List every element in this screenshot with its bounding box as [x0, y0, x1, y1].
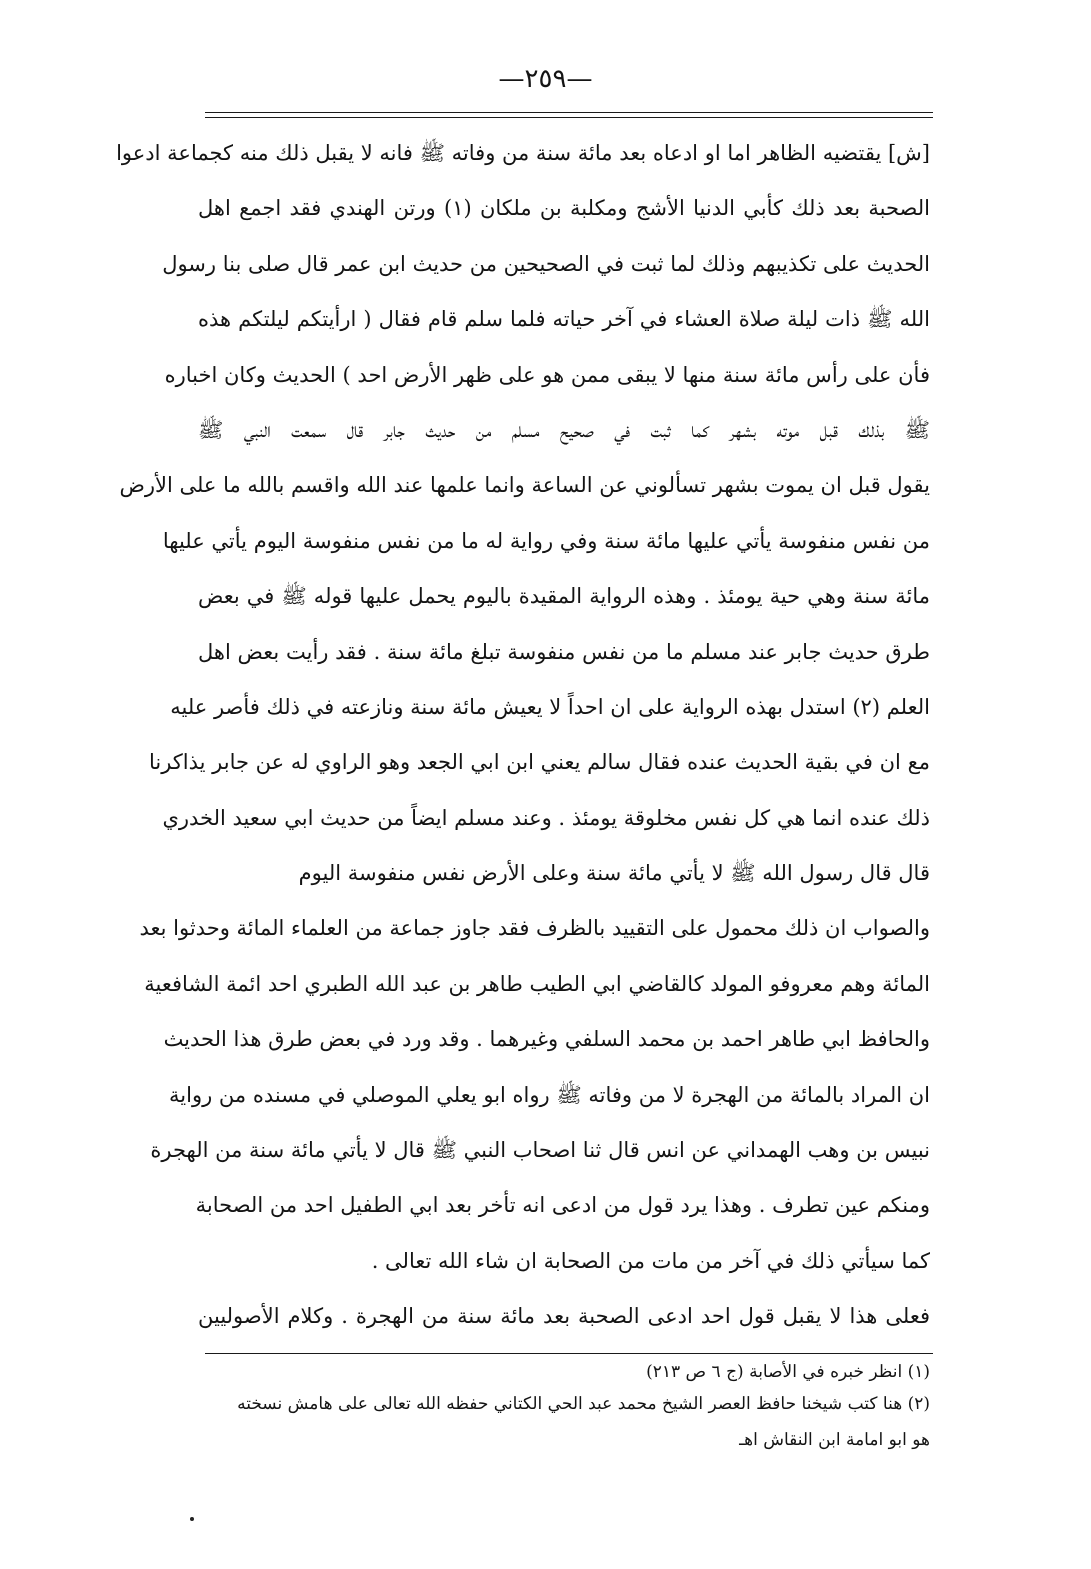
footnote-2: (٢) هنا كتب شيخنا حافظ العصر الشيخ محمد عبد الحي الكتاني حفظه الله تعالى على هامش نسخته [237, 1394, 930, 1414]
footnotes-block [198, 1356, 930, 1456]
text-line: ذلك عنده انما هي كل نفس مخلوقة يومئذ . وعند مسلم ايضاً من حديث ابي سعيد الخدري [162, 805, 930, 830]
text-line: مع ان في بقية الحديث عنده فقال سالم يعني ابن ابي الجعد وهو الراوي له عن جابر يذاكرنا [148, 750, 930, 775]
text-line: فأن على رأس مائة سنة منها لا يبقى ممن هو على ظهر الأرض احد ) الحديث وكان اخباره [164, 362, 930, 387]
text-line: فعلى هذا لا يقبل قول احد ادعى الصحبة بعد مائة سنة من الهجرة . وكلام الأصوليين [198, 1304, 930, 1329]
text-line: [ش] يقتضيه الظاهر اما او ادعاه بعد مائة سنة من وفاته ﷺ فانه لا يقبل ذلك منه كجماعة ادعوا [116, 141, 930, 165]
main-text-block [116, 126, 930, 1345]
text-line: قال قال رسول الله ﷺ لا يأتي مائة سنة وعلى الأرض نفس منفوسة اليوم [298, 861, 930, 886]
header-rule-double [205, 117, 933, 118]
text-line: الصحبة بعد ذلك كأبي الدنيا الأشج ومكلبة بن ملكان (١) ورتن الهندي فقد اجمع اهل [198, 196, 930, 221]
text-line: ﷺ بذلك قبل موته بشهر كما ثبت في صحيح مسلم من حديث جابر قال سمعت النبي ﷺ [198, 417, 930, 442]
text-line: المائة وهم معروفو المولد كالقاضي ابي الطيب طاهر بن عبد الله الطبري احد ائمة الشافعية [144, 971, 930, 996]
scan-speck [190, 1517, 194, 1521]
text-line: العلم (٢) استدل بهذه الرواية على ان احداً لا يعيش مائة سنة ونازعته في ذلك فأصر عليه [170, 694, 930, 719]
footnote-rule [205, 1353, 933, 1354]
text-line: الله ﷺ ذات ليلة صلاة العشاء في آخر حياته فلما سلم قام فقال ( ارأيتكم ليلتكم هذه [198, 307, 930, 332]
text-line: طرق حديث جابر عند مسلم ما من نفس منفوسة تبلغ مائة سنة . فقد رأيت بعض اهل [198, 639, 930, 664]
page-number: —٢٥٩— [498, 64, 593, 94]
text-line: ان المراد بالمائة من الهجرة لا من وفاته ﷺ رواه ابو يعلي الموصلي في مسنده من رواية [169, 1082, 930, 1107]
text-line: والحافظ ابي طاهر احمد بن محمد السلفي وغيرهما . وقد ورد في بعض طرق هذا الحديث [163, 1027, 930, 1052]
text-line: مائة سنة وهي حية يومئذ . وهذه الرواية المقيدة باليوم يحمل عليها قوله ﷺ في بعض [198, 584, 930, 609]
footnote-2-continuation: هو ابو امامة ابن النقاش اهـ [739, 1430, 930, 1450]
text-line: من نفس منفوسة يأتي عليها مائة سنة وفي رواية له ما من نفس منفوسة اليوم يأتي عليها [162, 528, 930, 553]
footnote-1: (١) انظر خبره في الأصابة (ج ٦ ص ٢١٣) [646, 1362, 930, 1382]
text-line: يقول قبل ان يموت بشهر تسألوني عن الساعة وانما علمها عند الله واقسم بالله ما على الأرض [119, 473, 930, 498]
text-line: كما سيأتي ذلك في آخر من مات من الصحابة ان شاء الله تعالى . [371, 1248, 930, 1273]
text-line: الحديث على تكذيبهم وذلك لما ثبت في الصحيحين من حديث ابن عمر قال صلى بنا رسول [162, 251, 930, 276]
header-rule [205, 112, 933, 113]
text-line: نبيس بن وهب الهمداني عن انس قال ثنا اصحاب النبي ﷺ قال لا يأتي مائة سنة من الهجرة [150, 1138, 930, 1163]
text-line: والصواب ان ذلك محمول على التقييد بالظرف فقد جاوز جماعة من العلماء المائة وحدثوا بعد [139, 916, 930, 941]
text-line: ومنكم عين تطرف . وهذا يرد قول من ادعى انه تأخر بعد ابي الطفيل احد من الصحابة [195, 1193, 930, 1218]
